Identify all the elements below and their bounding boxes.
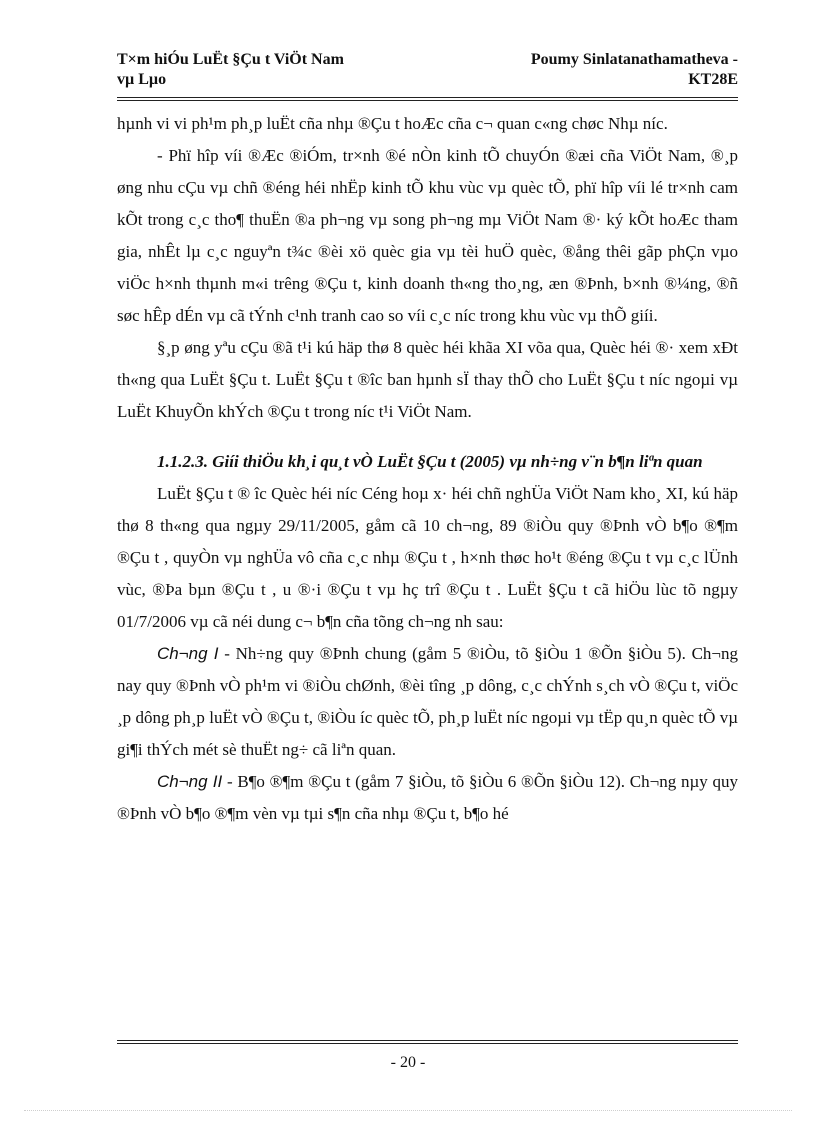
chapter-2-text: - B¶o ®¶m ®Çu t (gåm 7 §iÒu, tõ §iÒu 6 ®Õn §iÒu 12). Ch¬ng nµy quy ®Þnh vÒ b¶o ®¶m vèn vµ tµi s¶n cña nhµ ®Çu t, b¶o hé	[117, 772, 738, 823]
header-right	[438, 50, 738, 90]
page-number: - 20 -	[390, 1054, 426, 1071]
paragraph-law-overview: LuËt §Çu t ® îc Quèc héi níc Céng hoµ x· héi chñ nghÜa ViÖt Nam kho¸ XI, kú häp thø 8 th«ng qua ngµy 29/11/2005, gåm cã 10 ch¬ng, 89 ®iÒu quy ®Þnh vÒ b¶o ®¶m ®Çu t , quyÒn vµ nghÜa vô cña c¸c nhµ ®Çu t , h×nh thøc ho¹t ®éng ®Çu t vµ c¸c lÜnh vùc, ®Þa bµn ®Çu t , u ®·i ®Çu t vµ hç trî ®Çu t . LuËt §Çu t cã hiÖu lùc tõ ngµy 01/7/2006 vµ cã néi dung c¬ b¶n cña tõng ch¬ng nh sau:	[117, 484, 738, 631]
header-class-code: KT28E	[688, 71, 738, 88]
footer-rule-top	[117, 1040, 738, 1041]
chapter-2-label: Ch¬ng II	[157, 772, 223, 791]
header-title-line-1: T×m hiÓu LuËt §Çu t ViÖt Nam	[117, 51, 344, 68]
header-rule-top	[117, 97, 738, 98]
header-left	[117, 50, 417, 90]
page-body	[117, 108, 738, 830]
page-edge-divider	[24, 1110, 792, 1111]
section-heading: 1.1.2.3. Giíi thiÖu kh¸i qu¸t vÒ LuËt §Çu t (2005) vµ nh÷ng v¨n b¶n liªn quan	[157, 452, 703, 471]
paragraph-adoption: §¸p øng yªu cÇu ®ã t¹i kú häp thø 8 quèc héi khãa XI võa qua, Quèc héi ®· xem xÐt th«ng qua LuËt §Çu t. LuËt §Çu t ®îc ban hµnh sÏ thay thÕ cho LuËt §Çu t níc ngoµi vµ LuËt KhuyÕn khÝch ®Çu t trong níc t¹i ViÖt Nam.	[117, 338, 738, 421]
paragraph-chapter-1	[117, 638, 738, 766]
chapter-1-label: Ch¬ng I	[157, 644, 219, 663]
header-author: Poumy Sinlatanathamatheva -	[530, 51, 738, 68]
chapter-1-text: - Nh÷ng quy ®Þnh chung (gåm 5 ®iÒu, tõ §iÒu 1 ®Õn §iÒu 5). Ch¬ng nay quy ®Þnh vÒ ph¹m vi ®iÒu chØnh, ®èi tîng ¸p dông, c¸c chÝnh s¸ch vÒ ®Çu t, viÖc ¸p dông ph¸p luËt vÒ ®Çu t, ®iÒu íc quèc tÕ, ph¸p luËt níc ngoµi vµ tËp qu¸n quèc tÕ vµ gi¶i thÝch mét sè thuËt ng÷ cã liªn quan.	[117, 644, 738, 759]
header-title-line-2: vµ Lµo	[117, 71, 167, 88]
footer-rule-bottom	[117, 1043, 738, 1044]
header-rule-bottom	[117, 100, 738, 101]
paragraph-chapter-2	[117, 766, 738, 830]
paragraph-continuation: hµnh vi vi ph¹m ph¸p luËt cña nhµ ®Çu t hoÆc cña c¬ quan c«ng chøc Nhµ níc.	[117, 114, 668, 133]
paragraph-compatibility: - Phï hîp víi ®Æc ®iÓm, tr×nh ®é nÒn kinh tÕ chuyÓn ®æi cña ViÖt Nam, ®¸p øng nhu cÇu vµ chñ ®éng héi nhËp kinh tÕ khu vùc vµ quèc tÕ, phï hîp víi lé tr×nh cam kÕt trong c¸c tho¶ thuËn ®a ph¬ng vµ song ph¬ng mµ ViÖt Nam ®· ký kÕt hoÆc tham gia, nhÊt lµ c¸c nguyªn t¾c ®èi xö quèc gia vµ tèi huÖ quèc, ®ång thêi gãp phÇn vµo viÖc h×nh thµnh m«i trêng ®Çu t, kinh doanh th«ng tho¸ng, æn ®Þnh, b×nh ®¼ng, ®ñ søc hÊp dÉn vµ cã tÝnh c¹nh tranh cao so víi c¸c níc trong khu vùc vµ thÕ giíi.	[117, 146, 738, 325]
